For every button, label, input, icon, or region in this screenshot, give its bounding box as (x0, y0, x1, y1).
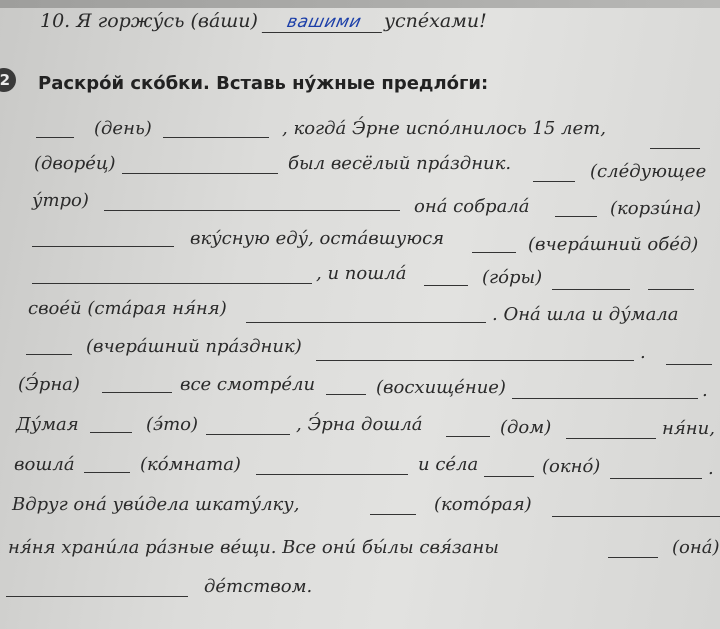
row-text: де́тством. (204, 576, 313, 597)
answer-blank (84, 472, 130, 473)
answer-blank (32, 246, 174, 247)
answer-blank (446, 436, 490, 437)
exercise-10-ending: успе́хами! (383, 10, 487, 32)
answer-blank (552, 289, 630, 290)
row-text: она́ собрала́ (414, 196, 530, 217)
row-text: (кото́рая) (434, 494, 532, 515)
answer-blank (552, 516, 720, 517)
answer-blank (316, 360, 634, 361)
answer-blank (370, 514, 416, 515)
answer-blank (26, 354, 72, 355)
row-text: (она́) (672, 537, 720, 558)
row-text: , когда́ Э́рне испо́лнилось 15 лет, (282, 118, 606, 139)
answer-blank (512, 398, 698, 399)
row-text: ня́ни, (662, 418, 715, 439)
answer-blank (206, 434, 290, 435)
row-text: (день) (94, 118, 152, 139)
exercise-10-prompt: 10. Я горжу́сь (ва́ши) (40, 10, 258, 32)
row-text: был весёлый пра́здник. (288, 153, 512, 174)
row-text: (восхище́ние) (376, 377, 506, 398)
row-text: (корзи́на) (610, 198, 702, 219)
bleed-through-text (490, 0, 720, 100)
row-text: (го́ры) (482, 267, 543, 288)
answer-blank (104, 210, 400, 211)
answer-blank (566, 438, 656, 439)
answer-blank (32, 283, 312, 284)
row-text: (окно́) (542, 456, 601, 477)
answer-blank (608, 557, 658, 558)
row-text: . Она́ шла и ду́мала (492, 304, 679, 325)
answer-blank (424, 285, 468, 286)
answer-blank (90, 432, 132, 433)
row-text: . (702, 380, 708, 401)
answer-blank (246, 322, 486, 323)
answer-blank (648, 289, 694, 290)
answer-blank (484, 476, 534, 477)
row-text: вку́сную еду́, оста́вшуюся (190, 228, 445, 249)
answer-blank (36, 137, 74, 138)
row-text: ня́ня храни́ла ра́зные ве́щи. Все они́ бы́лы свя́заны (8, 537, 499, 558)
handwritten-answer: вашими (262, 12, 386, 33)
exercise-10-line (40, 10, 487, 33)
row-text: Вдруг она́ уви́дела шкату́лку, (12, 494, 300, 515)
answer-blank (533, 181, 575, 182)
answer-blank (555, 216, 597, 217)
row-text: (вчера́шний обе́д) (528, 234, 699, 255)
answer-blank (6, 596, 188, 597)
answer-blank (163, 137, 269, 138)
task-title: Раскро́й ско́бки. Вставь ну́жные предло́ги: (38, 73, 489, 94)
answer-blank (256, 474, 408, 475)
row-text: Ду́мая (16, 414, 79, 435)
row-text: , Э́рна дошла́ (296, 414, 423, 435)
row-text: все смотре́ли (180, 374, 316, 395)
row-text: (э́то) (146, 414, 199, 435)
row-text: , и пошла́ (316, 263, 407, 284)
row-text: (вчера́шний пра́здник) (86, 336, 302, 357)
answer-blank (650, 148, 700, 149)
row-text: (Э́рна) (18, 374, 80, 395)
answer-blank (122, 173, 278, 174)
row-text: (ко́мната) (140, 454, 241, 475)
row-text: свое́й (ста́рая ня́ня) (28, 298, 227, 319)
row-text: и се́ла (418, 454, 479, 475)
row-text: (сле́дующее (590, 161, 707, 182)
answer-blank (472, 252, 516, 253)
row-text: (дворе́ц) (34, 153, 116, 174)
task-number-badge: 2 (0, 68, 16, 92)
row-text: вошла́ (14, 454, 75, 475)
answer-blank (326, 394, 366, 395)
answer-blank (666, 364, 712, 365)
answer-blank (610, 478, 702, 479)
row-text: (дом) (500, 417, 552, 438)
answer-blank (102, 392, 172, 393)
row-text: у́тро) (32, 190, 89, 211)
row-text: . (640, 342, 646, 363)
row-text: . (708, 458, 714, 479)
